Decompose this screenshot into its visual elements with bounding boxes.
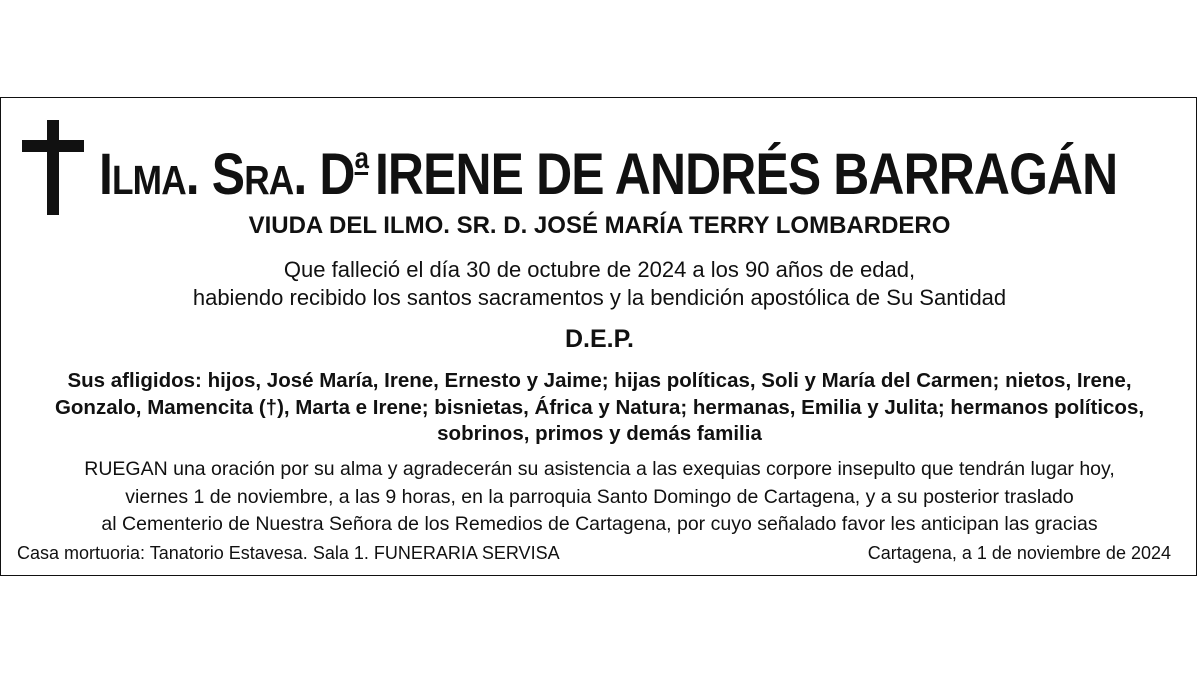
- mourners-line: sobrinos, primos y demás familia: [437, 422, 762, 445]
- announcement-line: habiendo recibido los santos sacramentos y la bendición apostólica de Su Santidad: [192, 285, 1007, 310]
- title-honorific: Ilma. Sra. D: [99, 142, 355, 207]
- ruegan-line: viernes 1 de noviembre, a las 9 horas, en la parroquia Santo Domingo de Cartagena, y a su posterior traslado: [125, 485, 1074, 508]
- widow-subtitle: VIUDA DEL ILMO. SR. D. JOSÉ MARÍA TERRY LOMBARDERO: [248, 212, 951, 239]
- obituary-notice: [0, 97, 1197, 576]
- title-superscript: a: [354, 142, 369, 175]
- place-date: Cartagena, a 1 de noviembre de 2024: [867, 543, 1171, 563]
- deceased-title: [99, 124, 1118, 207]
- dep-heading: D.E.P.: [564, 325, 635, 353]
- ruegan-paragraph: [1, 456, 1198, 539]
- deceased-name: IRENE DE ANDRÉS BARRAGÁN: [374, 142, 1118, 207]
- mourners-paragraph: [1, 368, 1198, 448]
- announcement-line: Que falleció el día 30 de octubre de 2024 a los 90 años de edad,: [283, 257, 916, 282]
- mourners-line: Gonzalo, Mamencita (†), Marta e Irene; bisnietas, África y Natura; hermanas, Emilia y Julita; hermanos políticos,: [54, 395, 1145, 419]
- ruegan-line: RUEGAN una oración por su alma y agradecerán su asistencia a las exequias corpore insepulto que tendrán lugar hoy,: [84, 458, 1115, 480]
- latin-cross-icon: [22, 120, 84, 215]
- ruegan-line: al Cementerio de Nuestra Señora de los Remedios de Cartagena, por cuyo señalado favor les anticipan las gracias: [101, 513, 1098, 535]
- death-announcement: [1, 256, 1198, 312]
- mourners-line: Sus afligidos: hijos, José María, Irene, Ernesto y Jaime; hijas políticas, Soli y María del Carmen; nietos, Irene,: [67, 369, 1132, 392]
- funeral-home-info: Casa mortuoria: Tanatorio Estavesa. Sala 1. FUNERARIA SERVISA: [17, 543, 560, 563]
